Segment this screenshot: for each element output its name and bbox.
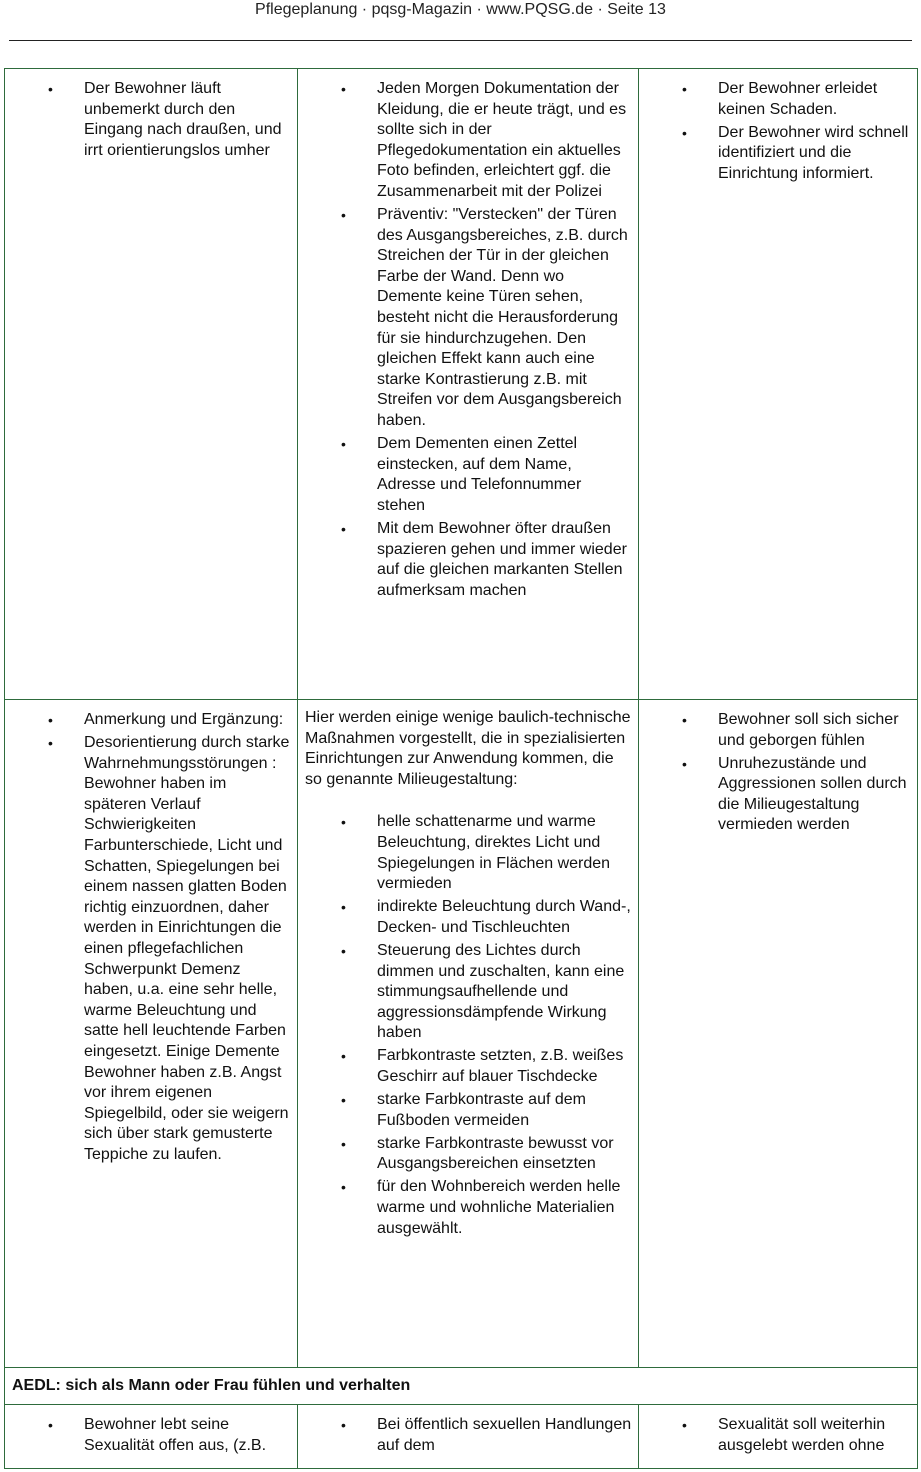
page-header-title: Pflegeplanung · pqsg-Magazin · www.PQSG.de · Seite 13 [255,1,666,18]
page-header [0,0,921,24]
bullet-icon: • [341,520,346,537]
list-item-text: Präventiv: "Verstecken" der Türen des Ausgangsbereiches, z.B. durch Streichen der Tür in der gleichen Farbe der Wand. Denn wo Demente keine Türen sehen, besteht nicht die Herausforderung für sie hindurchzugehen. Den gleichen Effekt kann auch eine starke Kontrastierung z.B. mit Streifen vor dem Ausgangsbereich haben. [377,206,628,429]
list-item-text: starke Farbkontraste auf dem Fußboden vermeiden [377,1091,586,1129]
measure-list [305,812,632,1239]
measure-list [298,1415,632,1456]
bullet-icon: • [341,207,346,224]
list-item [305,812,632,894]
list-item-text: Anmerkung und Ergänzung: [84,711,284,728]
list-item-text: Mit dem Bewohner öfter draußen spazieren gehen und immer wieder auf die gleichen markanten Stellen aufmerksam machen [377,519,627,599]
problem-cell [5,700,298,1368]
list-item-text: helle schattenarme und warme Beleuchtung, direktes Licht und Spiegelungen in Flächen werden vermieden [377,813,611,893]
list-item-text: Der Bewohner wird schnell identifiziert und die Einrichtung informiert. [718,123,909,182]
list-item [639,79,911,120]
list-item-text: Bewohner soll sich sicher und geborgen fühlen [718,711,899,749]
list-item [305,1046,632,1087]
list-item-text: Bewohner lebt seine Sexualität offen aus, (z.B. [84,1416,267,1454]
list-item-text: starke Farbkontraste bewusst vor Ausgangsbereichen einsetzten [377,1134,614,1173]
goal-cell [639,69,918,700]
list-item [639,1415,911,1456]
bullet-icon: • [341,1048,346,1065]
goal-list [639,710,911,836]
table-row [5,69,918,700]
list-item [298,519,632,601]
problem-list [5,1415,291,1456]
goal-list [639,1415,911,1456]
bullet-icon: • [341,814,346,831]
bullet-icon: • [341,1092,346,1109]
list-item [639,754,911,836]
measure-cell [298,1405,639,1469]
measure-intro: Hier werden einige wenige baulich-technische Maßnahmen vorgestellt, die in spezialisierten Einrichtungen zur Anwendung kommen, die so genannte Milieugestaltung: [305,709,631,788]
list-item [298,79,632,203]
bullet-icon: • [341,81,346,97]
goal-cell [639,1405,918,1469]
list-item-text: Dem Dementen einen Zettel einstecken, auf dem Name, Adresse und Telefonnummer stehen [377,435,582,514]
list-item [305,1177,632,1239]
table-row [5,1368,918,1405]
list-item-text: Der Bewohner erleidet keinen Schaden. [718,80,878,118]
list-item [305,1134,632,1175]
list-item [639,710,911,751]
problem-list [5,710,291,1166]
bullet-icon: • [48,735,53,752]
list-item-text: für den Wohnbereich werden helle warme und wohnliche Materialien ausgewählt. [377,1178,621,1237]
list-item [5,733,291,1165]
bullet-icon: • [48,81,53,97]
bullet-icon: • [682,755,687,772]
list-item [5,710,291,731]
list-item [305,941,632,1044]
bullet-icon: • [682,124,687,141]
list-item-text: Desorientierung durch starke Wahrnehmungsstörungen : Bewohner haben im späteren Verlauf Schwierigkeiten Farbunterschiede, Licht und Schatten, Spiegelungen bei einem nassen glatten Boden richtig einzuordnen, daher werden in Einrichtungen die einen pflegefachlichen Schwerpunkt Demenz haben, u.a. eine sehr helle, warme Beleuchtung und satte hell leuchtende Farben eingesetzt. Einige Demente Bewohner haben z.B. Angst vor ihrem eigenen Spiegelbild, oder sie weigern sich über stark gemusterte Teppiche zu laufen. [84,734,290,1163]
problem-list [5,79,291,161]
list-item-text: Unruhezustände und Aggressionen sollen durch die Milieugestaltung vermieden werden [718,754,907,834]
bullet-icon: • [682,712,687,728]
goal-list [639,79,911,184]
care-plan-table [4,68,918,1469]
list-item [5,79,291,161]
measure-cell [298,700,639,1368]
list-item [5,1415,291,1456]
list-item-text: Der Bewohner läuft unbemerkt durch den Eingang nach draußen, und irrt orientierungslos umher [84,80,282,159]
problem-cell [5,1405,298,1469]
list-item-text: indirekte Beleuchtung durch Wand-, Decken- und Tischleuchten [377,898,631,936]
goal-cell [639,700,918,1368]
list-item [305,1090,632,1131]
problem-cell [5,69,298,700]
list-item-text: Bei öffentlich sexuellen Handlungen auf dem [377,1416,632,1454]
list-item [298,205,632,432]
list-item [639,123,911,185]
measure-list [298,79,632,601]
list-item-text: Sexualität soll weiterhin ausgelebt werden ohne [718,1416,886,1454]
section-heading: AEDL: sich als Mann oder Frau fühlen und verhalten [5,1368,918,1405]
bullet-icon: • [48,1417,53,1433]
list-item [305,897,632,938]
bullet-icon: • [48,712,53,728]
list-item-text: Farbkontraste setzten, z.B. weißes Geschirr auf blauer Tischdecke [377,1047,624,1085]
bullet-icon: • [341,899,346,916]
list-item-text: Jeden Morgen Dokumentation der Kleidung, die er heute trägt, und es sollte sich in der Pflegedokumentation ein aktuelles Foto befinden, erleichtert ggf. die Zusammenarbeit mit der Polizei [377,80,627,200]
bullet-icon: • [341,436,346,453]
list-item-text: Steuerung des Lichtes durch dimmen und zuschalten, kann eine stimmungsaufhellende und aggressionsdämpfende Wirkung haben [377,941,625,1042]
bullet-icon: • [682,81,687,97]
header-divider [9,40,912,41]
bullet-icon: • [341,1135,346,1152]
measure-cell [298,69,639,700]
bullet-icon: • [341,1417,346,1433]
bullet-icon: • [341,1179,346,1196]
bullet-icon: • [682,1417,687,1433]
list-item [298,434,632,516]
bullet-icon: • [341,942,346,959]
list-item [298,1415,632,1456]
table-row [5,1405,918,1469]
table-row [5,700,918,1368]
